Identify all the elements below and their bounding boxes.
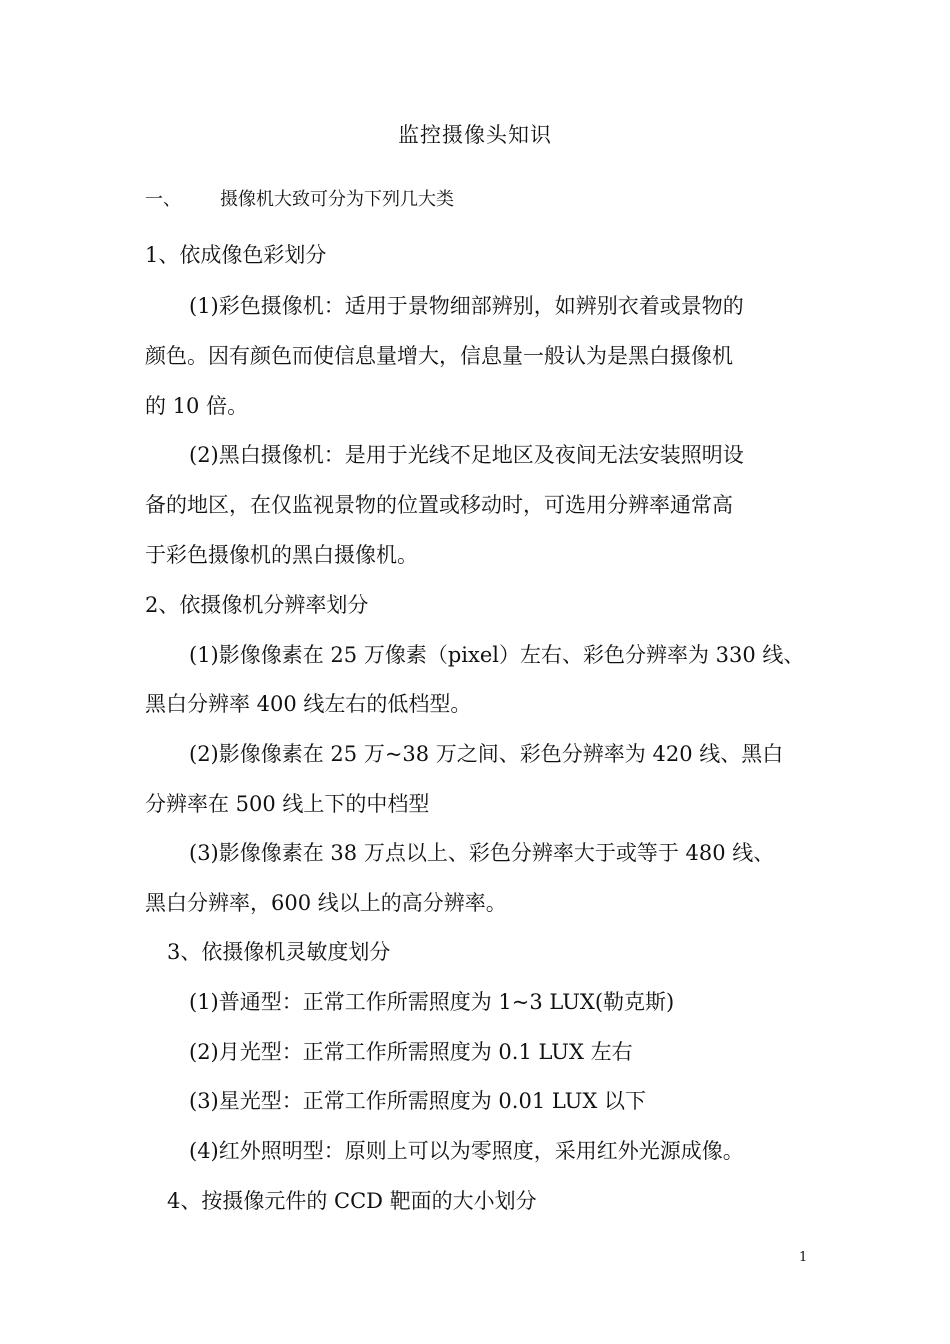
section-heading: 摄像机大致可分为下列几大类 <box>220 189 454 210</box>
paragraph-line: 备的地区，在仅监视景物的位置或移动时，可选用分辨率通常高 <box>145 493 733 517</box>
list-item: (1)普通型：正常工作所需照度为 1~3 LUX(勒克斯) <box>189 990 675 1014</box>
subheading-resolution-classification: 2、依摄像机分辨率划分 <box>145 593 369 617</box>
paragraph-line: 分辨率在 500 线上下的中档型 <box>145 792 430 816</box>
paragraph-line: (1)彩色摄像机：适用于景物细部辨别，如辨别衣着或景物的 <box>189 294 744 318</box>
paragraph-line: 黑白分辨率，600 线以上的高分辨率。 <box>145 891 507 915</box>
paragraph-line: (2)影像像素在 25 万~38 万之间、彩色分辨率为 420 线、黑白 <box>189 742 784 766</box>
subheading-ccd-classification: 4、按摄像元件的 CCD 靶面的大小划分 <box>167 1189 537 1213</box>
paragraph-line: (2)黑白摄像机：是用于光线不足地区及夜间无法安装照明设 <box>189 443 744 467</box>
page-number: 1 <box>799 1250 808 1265</box>
list-item: (3)星光型：正常工作所需照度为 0.01 LUX 以下 <box>189 1089 646 1113</box>
paragraph-line: 黑白分辨率 400 线左右的低档型。 <box>145 692 472 716</box>
paragraph-line: 于彩色摄像机的黑白摄像机。 <box>145 543 418 567</box>
paragraph-line: 的 10 倍。 <box>145 394 249 418</box>
list-item: (2)月光型：正常工作所需照度为 0.1 LUX 左右 <box>189 1040 633 1064</box>
paragraph-line: (3)影像像素在 38 万点以上、彩色分辨率大于或等于 480 线、 <box>189 841 775 865</box>
subheading-sensitivity-classification: 3、依摄像机灵敏度划分 <box>167 940 391 964</box>
document-title: 监控摄像头知识 <box>398 123 552 147</box>
list-item: (4)红外照明型：原则上可以为零照度，采用红外光源成像。 <box>189 1139 744 1163</box>
paragraph-line: (1)影像像素在 25 万像素（pixel）左右、彩色分辨率为 330 线、 <box>189 643 805 667</box>
paragraph-line: 颜色。因有颜色而使信息量增大，信息量一般认为是黑白摄像机 <box>145 344 733 368</box>
subheading-color-classification: 1、依成像色彩划分 <box>145 243 327 267</box>
section-number: 一、 <box>145 189 181 210</box>
